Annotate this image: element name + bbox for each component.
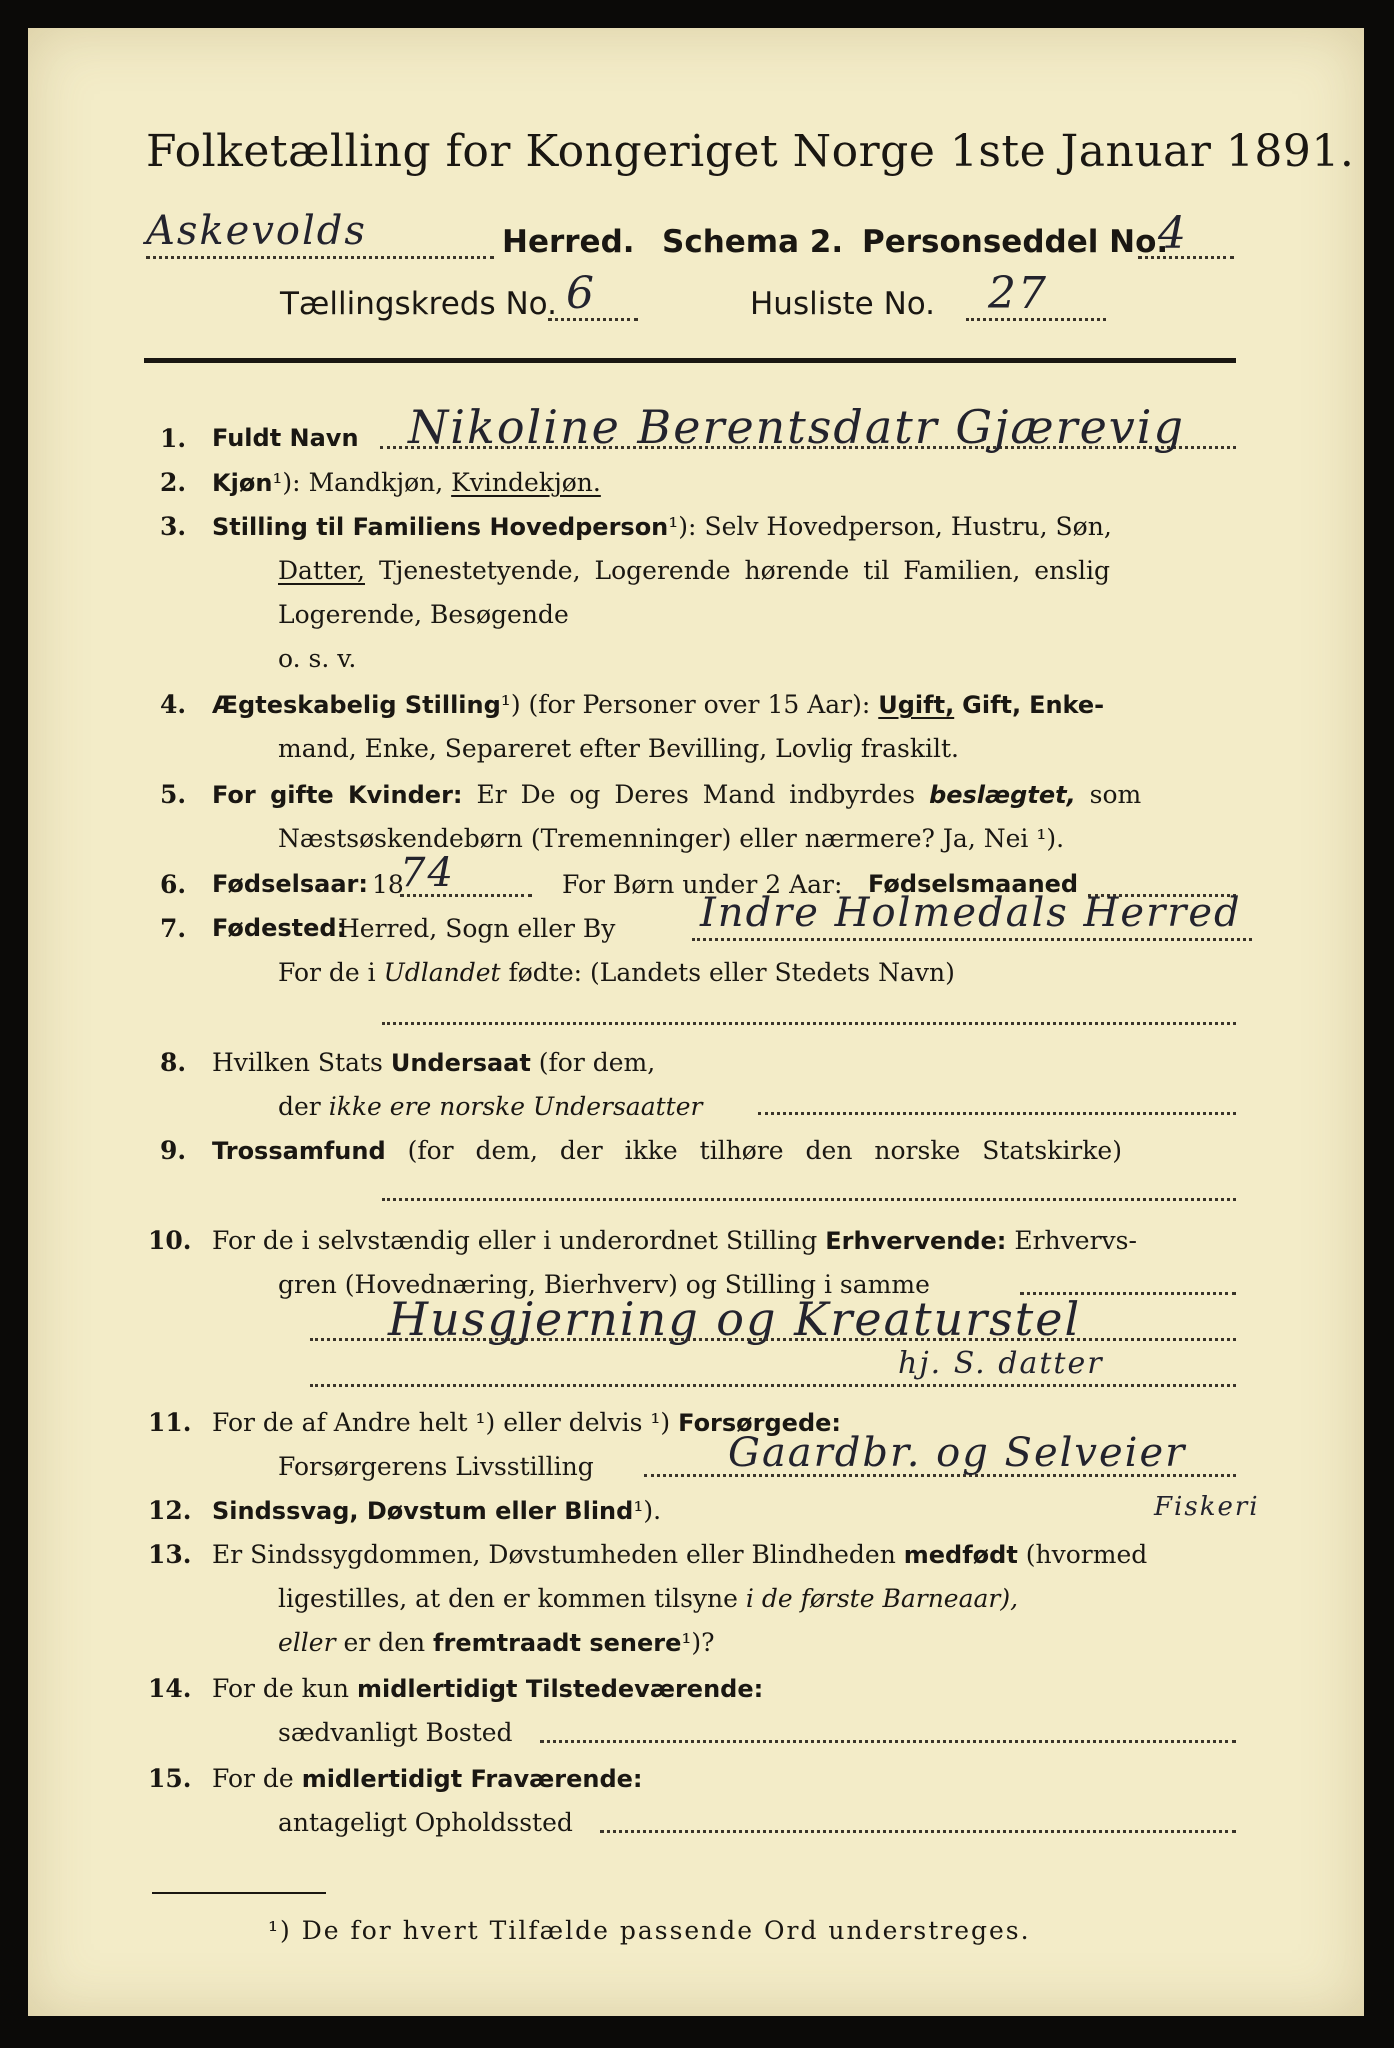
q10-number: 10.: [148, 1226, 192, 1255]
q4-number: 4.: [160, 690, 187, 719]
q7-dots: [692, 938, 1252, 941]
q14-text1a: For de kun: [212, 1674, 350, 1703]
q3-number: 3.: [160, 512, 187, 541]
q3-datter: Datter,: [278, 556, 365, 585]
q7-text2c: fødte: (Landets eller Stedets Navn): [508, 958, 955, 987]
q15-text1a: For de: [212, 1764, 294, 1793]
q6-dots: [400, 894, 532, 897]
q12-sup: ¹).: [633, 1496, 662, 1525]
herred-dots: [146, 256, 494, 259]
q7-line2: [278, 958, 955, 987]
q5-number: 5.: [160, 780, 187, 809]
q10-text1b: Erhvervs-: [1014, 1226, 1137, 1255]
q15-dots: [600, 1830, 1236, 1833]
q6-number: 6.: [160, 870, 187, 899]
q4-line1: [212, 690, 1104, 719]
q11-answer-side: Fiskeri: [1154, 1492, 1260, 1522]
q6-label2: Fødselsmaaned: [868, 870, 1079, 898]
q3-sup: ¹):: [668, 512, 697, 541]
q5-line1: [212, 780, 1141, 809]
q5-text1a: Er De og Deres Mand indbyrdes: [476, 780, 916, 809]
q6-label: Fødselsaar:: [212, 870, 368, 898]
q10-answer1: Husgjerning og Kreaturstel: [388, 1292, 1082, 1346]
q12-number: 12.: [148, 1496, 192, 1525]
q9-label: Trossamfund: [212, 1137, 386, 1165]
q3-text1: Selv Hovedperson, Hustru, Søn,: [704, 512, 1112, 541]
herred-value: Askevolds: [146, 208, 367, 254]
q3-text2: Tjenestetyende, Logerende hørende til Familien, enslig: [378, 556, 1111, 585]
q15-text2: antageligt Opholdssted: [278, 1808, 573, 1837]
q3-text3: Logerende, Besøgende: [278, 600, 569, 629]
q1-label: Fuldt Navn: [212, 424, 359, 452]
census-form-sheet: [28, 28, 1364, 2016]
q11-text2: Forsørgerens Livsstilling: [278, 1452, 594, 1481]
q5-text1c: som: [1089, 780, 1142, 809]
q4-ugift: Ugift,: [878, 691, 955, 719]
taellingskreds-label: Tællingskreds No.: [280, 286, 557, 322]
q11-number: 11.: [148, 1408, 192, 1437]
schema-label: Schema 2.: [662, 224, 844, 260]
q9-text: (for dem, der ikke tilhøre den norske Statskirke): [407, 1136, 1122, 1165]
footnote: ¹) De for hvert Tilfælde passende Ord understreges.: [268, 1916, 1031, 1945]
personseddel-label: Personseddel No.: [862, 224, 1169, 260]
personseddel-dots: [1138, 256, 1234, 259]
q10-dots2: [310, 1338, 1236, 1341]
q10-answer2: hj. S. datter: [898, 1346, 1104, 1381]
q3-text4: o. s. v.: [278, 644, 357, 673]
q11-text1a: For de af Andre helt ¹) eller delvis ¹): [212, 1408, 671, 1437]
q9-dots: [382, 1198, 1236, 1201]
q5-beslaegtet: beslægtet,: [929, 781, 1076, 809]
q13-text2b: i de første Barneaar),: [745, 1584, 1019, 1613]
q7-text2a: For de i: [278, 958, 376, 987]
q2-label: Kjøn: [212, 469, 273, 497]
q13-line2: [278, 1584, 1018, 1613]
q10-text2: gren (Hovednæring, Bierhverv) og Stilling i samme: [278, 1270, 930, 1299]
q7-answer: Indre Holmedals Herred: [700, 890, 1242, 936]
q4-label: Ægteskabelig Stilling: [212, 691, 501, 719]
q14-label: midlertidigt Tilstedeværende:: [356, 1675, 764, 1703]
herred-label: Herred.: [502, 224, 635, 260]
q4-text1: ¹) (for Personer over 15 Aar):: [500, 690, 871, 719]
husliste-label: Husliste No.: [750, 286, 936, 322]
taellingskreds-value: 6: [566, 268, 596, 319]
q13-text3d: ¹)?: [681, 1628, 715, 1657]
q2-option-mandkjon: Mandkjøn,: [308, 468, 444, 497]
q2-sup: ¹):: [272, 468, 301, 497]
personseddel-value: 4: [1158, 208, 1188, 259]
taellingskreds-dots: [548, 318, 638, 321]
q3-label: Stilling til Familiens Hovedperson: [212, 513, 669, 541]
q4-enke: Enke-: [1029, 691, 1105, 719]
q3-line1: [212, 512, 1112, 541]
q11-answer: Gaardbr. og Selveier: [728, 1430, 1187, 1476]
q7-text1: Herred, Sogn eller By: [338, 914, 616, 943]
q8-text1b: (for dem,: [538, 1048, 656, 1077]
q8-number: 8.: [160, 1048, 187, 1077]
q8-dots: [758, 1112, 1236, 1115]
q12-label: Sindssvag, Døvstum eller Blind: [212, 1497, 634, 1525]
q15-label: midlertidigt Fraværende:: [301, 1765, 643, 1793]
q8-label: Undersaat: [390, 1049, 531, 1077]
header-rule: [144, 358, 1236, 363]
q9-number: 9.: [160, 1136, 187, 1165]
q2-line: [212, 468, 601, 497]
q8-text2a: der: [278, 1092, 321, 1121]
q13-text3a: eller: [278, 1628, 336, 1657]
q7-udlandet: Udlandet: [383, 958, 501, 987]
husliste-value: 27: [988, 268, 1048, 319]
q14-line1: [212, 1674, 763, 1703]
q1-answer: Nikoline Berentsdatr Gjærevig: [408, 400, 1185, 454]
q15-line1: [212, 1764, 643, 1793]
q4-text2: mand, Enke, Separeret efter Bevilling, Lovlig fraskilt.: [278, 734, 959, 763]
q1-number: 1.: [160, 424, 187, 453]
q13-text3b: er den: [343, 1628, 426, 1657]
q14-number: 14.: [148, 1674, 192, 1703]
q8-line1: [212, 1048, 655, 1077]
q14-dots: [540, 1740, 1236, 1743]
q13-text3c: fremtraadt senere: [433, 1629, 682, 1657]
husliste-dots: [966, 318, 1106, 321]
q7-number: 7.: [160, 914, 187, 943]
q13-line1: [212, 1540, 1147, 1569]
q4-gift: Gift,: [962, 691, 1022, 719]
q13-line3: [278, 1628, 715, 1657]
q2-number: 2.: [160, 468, 187, 497]
footnote-rule: [152, 1892, 326, 1894]
q11-label: Forsørgede:: [678, 1409, 842, 1437]
q8-line2: [278, 1092, 702, 1121]
q12-line: [212, 1496, 661, 1525]
q13-text1b: (hvormed: [1025, 1540, 1148, 1569]
q14-text2: sædvanligt Bosted: [278, 1718, 513, 1747]
q10-line1: [212, 1226, 1137, 1255]
q15-number: 15.: [148, 1764, 192, 1793]
form-title: Folketælling for Kongeriget Norge 1ste Januar 1891.: [146, 126, 1355, 177]
q6-answer: 74: [400, 850, 455, 896]
q7-dots2: [382, 1022, 1236, 1025]
q6-text: For Børn under 2 Aar:: [562, 870, 843, 899]
q3-line2: [278, 556, 1110, 585]
q10-dots3: [310, 1384, 1236, 1387]
q8-text1a: Hvilken Stats: [212, 1048, 383, 1077]
q13-label: medfødt: [903, 1541, 1018, 1569]
q7-label: Fødested:: [212, 914, 347, 942]
q6-prefix: 18: [372, 870, 404, 899]
q13-text1a: Er Sindssygdommen, Døvstumheden eller Blindheden: [212, 1540, 896, 1569]
q13-text2a: ligestilles, at den er kommen tilsyne: [278, 1584, 738, 1613]
q2-option-kvindekjon: Kvindekjøn.: [451, 468, 601, 497]
q5-label: For gifte Kvinder:: [212, 781, 463, 809]
q13-number: 13.: [148, 1540, 192, 1569]
q9-line: [212, 1136, 1122, 1165]
q5-text2: Næstsøskendebørn (Tremenninger) eller nærmere? Ja, Nei ¹).: [278, 824, 1065, 853]
q8-text2b: ikke ere norske Undersaatter: [328, 1092, 703, 1121]
q10-label: Erhvervende:: [825, 1227, 1007, 1255]
q10-text1a: For de i selvstændig eller i underordnet Stilling: [212, 1226, 818, 1255]
